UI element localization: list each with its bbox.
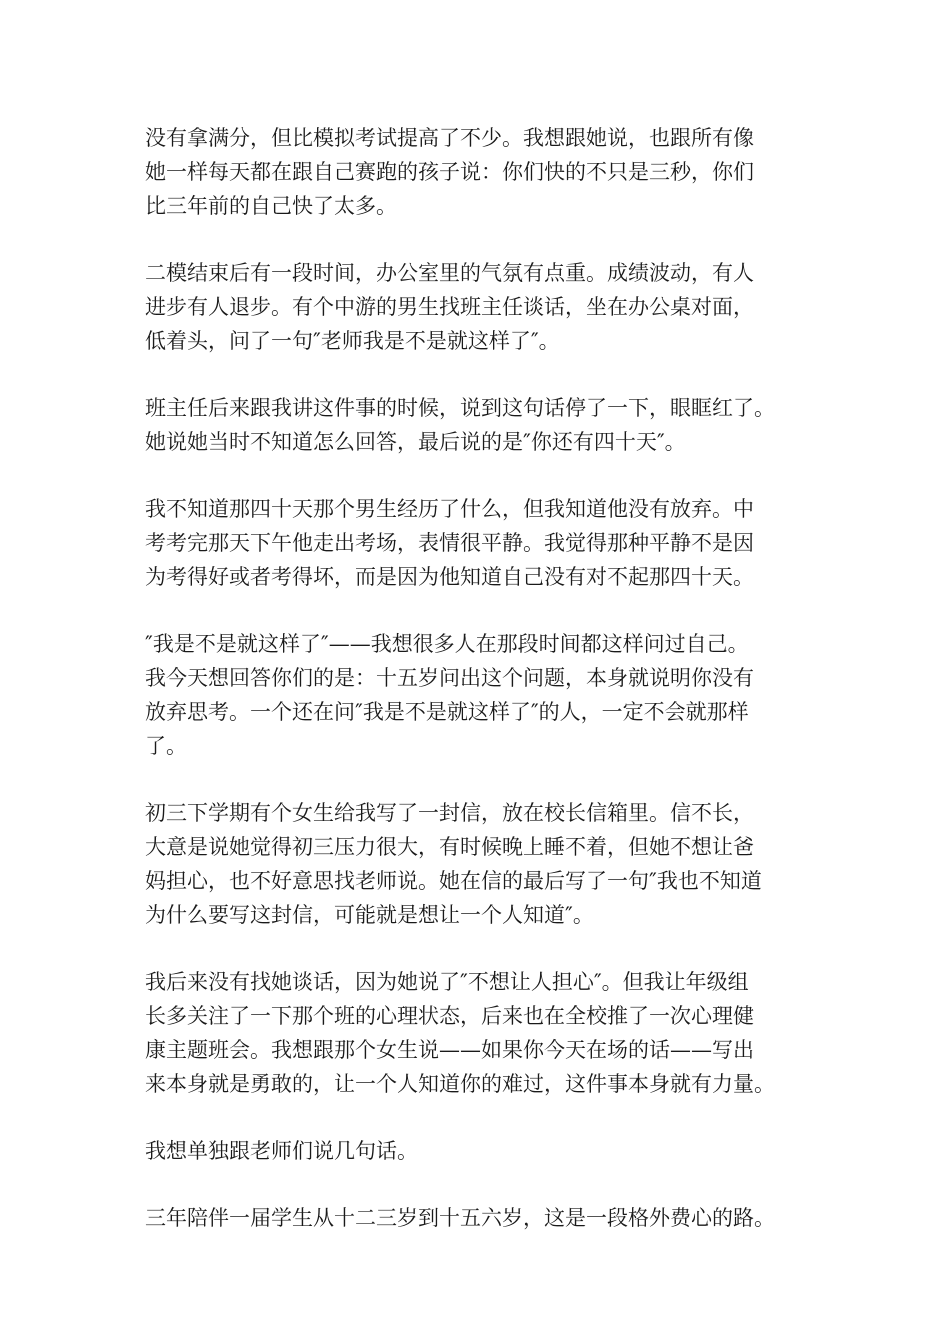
paragraph-line: 二模结束后有一段时间，办公室里的气氛有点重。成绩波动，有人 (145, 261, 754, 285)
document-body (145, 121, 825, 1268)
paragraph-line: 我不知道那四十天那个男生经历了什么，但我知道他没有放弃。中 (145, 497, 754, 521)
paragraph-line: 了。 (145, 734, 187, 758)
paragraph-2 (145, 256, 825, 358)
paragraph-line: 为什么要写这封信，可能就是想让一个人知道″。 (145, 903, 594, 927)
paragraph-1 (145, 121, 825, 223)
paragraph-line: 我后来没有找她谈话，因为她说了″不想让人担心″。但我让年级组 (145, 970, 749, 994)
paragraph-line: 三年陪伴一届学生从十二三岁到十五六岁，这是一段格外费心的路。 (145, 1206, 775, 1230)
paragraph-line: 长多关注了一下那个班的心理状态，后来也在全校推了一次心理健 (145, 1004, 754, 1028)
paragraph-6 (145, 796, 825, 932)
paragraph-line: 进步有人退步。有个中游的男生找班主任谈话，坐在办公桌对面， (145, 295, 754, 319)
paragraph-line: 我想单独跟老师们说几句话。 (145, 1139, 418, 1163)
paragraph-line: 来本身就是勇敢的，让一个人知道你的难过，这件事本身就有力量。 (145, 1072, 775, 1096)
paragraph-line: ″我是不是就这样了″——我想很多人在那段时间都这样问过自己。 (145, 632, 749, 656)
paragraph-line: 放弃思考。一个还在问″我是不是就这样了″的人，一定不会就那样 (145, 700, 749, 724)
paragraph-line: 康主题班会。我想跟那个女生说——如果你今天在场的话——写出 (145, 1038, 754, 1062)
paragraph-line: 妈担心，也不好意思找老师说。她在信的最后写了一句″我也不知道 (145, 869, 762, 893)
paragraph-line: 没有拿满分，但比模拟考试提高了不少。我想跟她说，也跟所有像 (145, 126, 754, 150)
paragraph-line: 她说她当时不知道怎么回答，最后说的是″你还有四十天″。 (145, 430, 686, 454)
paragraph-line: 低着头，问了一句″老师我是不是就这样了″。 (145, 329, 560, 353)
paragraph-line: 大意是说她觉得初三压力很大，有时候晚上睡不着，但她不想让爸 (145, 835, 754, 859)
paragraph-line: 为考得好或者考得坏，而是因为他知道自己没有对不起那四十天。 (145, 565, 754, 589)
paragraph-line: 班主任后来跟我讲这件事的时候，说到这句话停了一下，眼眶红了。 (145, 396, 775, 420)
paragraph-line: 初三下学期有个女生给我写了一封信，放在校长信箱里。信不长， (145, 801, 754, 825)
paragraph-7 (145, 965, 825, 1101)
paragraph-5 (145, 627, 825, 763)
paragraph-3 (145, 391, 825, 459)
paragraph-4 (145, 492, 825, 594)
paragraph-line: 考考完那天下午他走出考场，表情很平静。我觉得那种平静不是因 (145, 531, 754, 555)
paragraph-line: 比三年前的自己快了太多。 (145, 194, 397, 218)
paragraph-line: 我今天想回答你们的是：十五岁问出这个问题，本身就说明你没有 (145, 666, 754, 690)
paragraph-8 (145, 1134, 825, 1168)
paragraph-9 (145, 1201, 825, 1235)
paragraph-line: 她一样每天都在跟自己赛跑的孩子说：你们快的不只是三秒，你们 (145, 160, 754, 184)
